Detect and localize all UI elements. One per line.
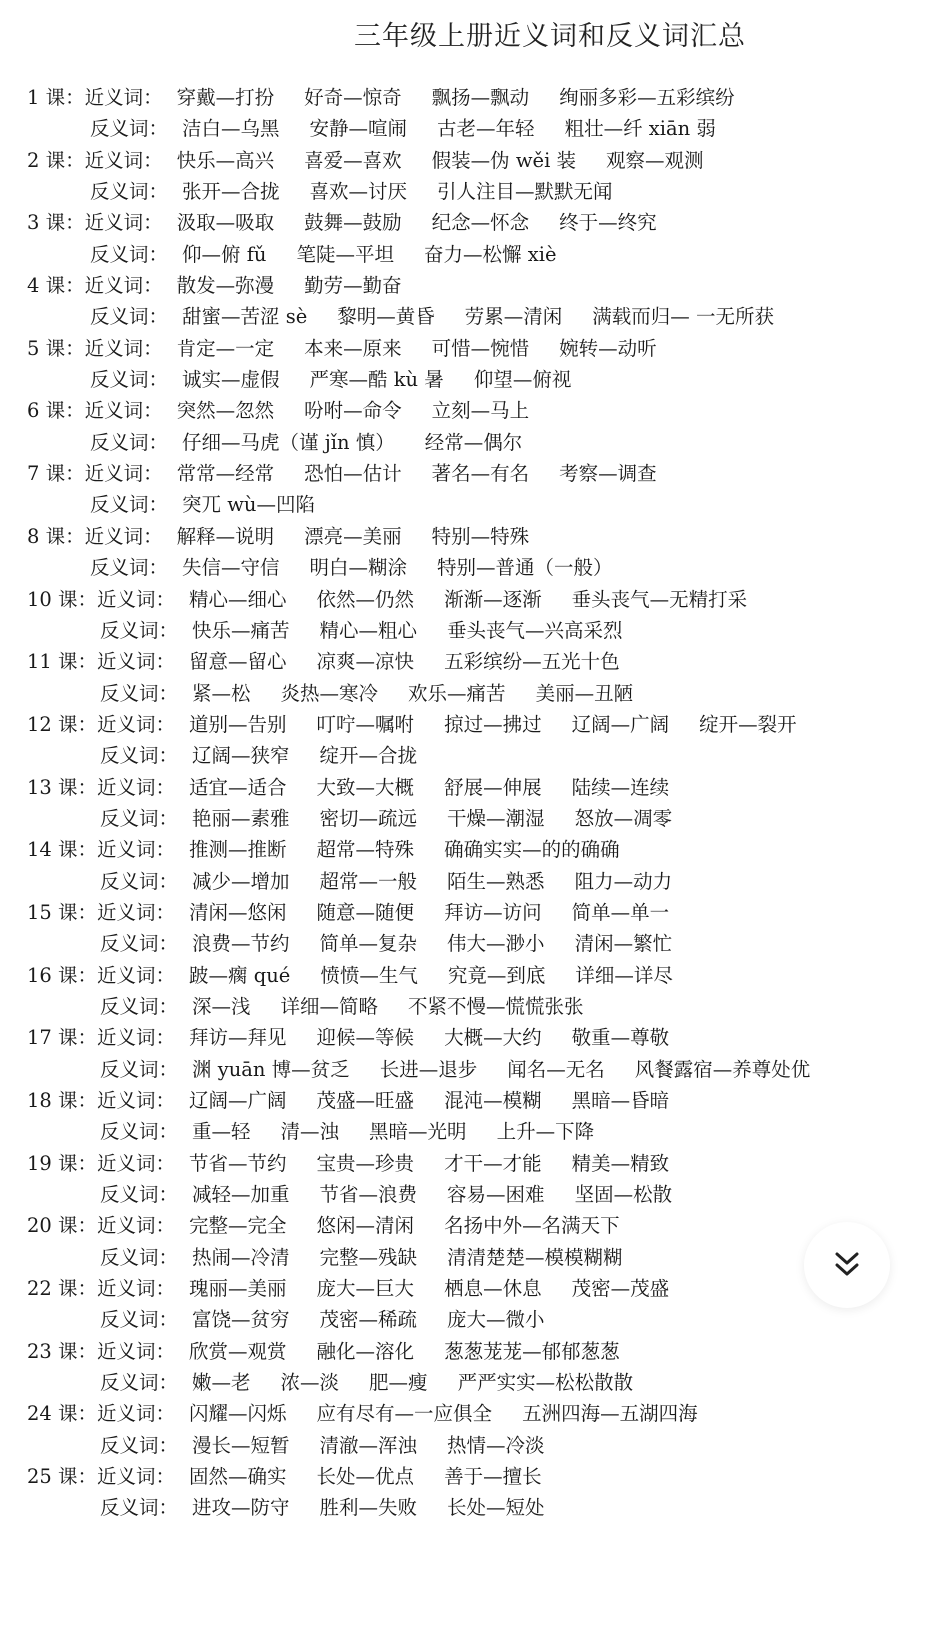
antonym-pair: 清澈—浑浊 [319,1433,418,1457]
synonym-pair: 飘扬—飘动 [431,86,530,109]
synonym-line [27,82,927,113]
double-chevron-down-icon [830,1248,864,1282]
antonym-pair: 减轻—加重 [192,1183,290,1207]
synonym-label: 近义词： [84,274,163,298]
lesson-number: 16 课： [27,963,98,987]
synonym-label: 近义词： [97,1277,176,1301]
antonym-pair: 劳累—清闲 [464,305,563,329]
antonym-label: 反义词： [100,744,179,768]
synonym-label: 近义词： [97,1402,176,1426]
scroll-down-button[interactable] [804,1222,890,1308]
antonym-pair: 容易—困难 [447,1183,545,1207]
synonym-pair: 著名—有名 [431,462,530,486]
lesson-number: 23 课： [27,1339,98,1363]
antonym-line [27,1242,927,1273]
antonym-pair: 绽开—合拢 [319,744,418,768]
synonym-pair: 好奇—惊奇 [304,86,402,109]
synonym-pair: 鼓舞—鼓励 [304,211,402,235]
antonym-pair: 渊 yuān 博—贫乏 [192,1057,350,1081]
synonym-pair: 适宜—适合 [189,775,287,799]
synonym-pair: 完整—完全 [189,1214,287,1238]
synonym-label: 近义词： [84,336,163,360]
antonym-label: 反义词： [90,117,169,141]
antonym-pair: 不紧不慢—慌慌张张 [408,994,584,1018]
lesson-number: 20 课： [27,1214,98,1238]
synonym-pair: 愤愤—生气 [320,963,418,987]
synonym-pair: 散发—弥漫 [176,274,275,298]
lesson-number: 19 课： [27,1151,98,1175]
antonym-pair: 浪费—节约 [192,932,290,956]
antonym-line [27,1116,927,1147]
synonym-pair: 五彩缤纷—五光十色 [444,650,620,674]
synonym-pair: 绽开—裂开 [699,712,797,736]
synonym-line [27,270,927,301]
antonym-pair: 古老—年轻 [437,117,535,141]
antonym-line [27,803,927,834]
synonym-pair: 混沌—模糊 [444,1089,542,1112]
synonym-pair: 拜访—拜见 [189,1026,287,1050]
synonym-pair: 考察—调查 [559,462,657,486]
antonym-line [27,113,927,144]
antonym-pair: 欢乐—痛苦 [408,681,506,705]
antonym-pair: 热闹—冷清 [192,1245,290,1269]
lesson-number: 5 课： [27,336,85,360]
antonym-line [27,552,927,583]
antonym-line [27,991,927,1022]
antonym-pair: 富饶—贫穷 [192,1308,290,1332]
synonym-label: 近义词： [84,211,163,235]
synonym-pair: 拜访—访问 [444,900,542,924]
synonym-line [27,1085,927,1116]
antonym-label: 反义词： [100,806,179,830]
antonym-line [27,364,927,395]
synonym-pair: 节省—节约 [189,1151,287,1175]
antonym-label: 反义词： [90,180,169,204]
antonym-pair: 减少—增加 [192,869,290,893]
synonym-pair: 道别—告别 [189,712,287,736]
synonym-pair: 可惜—惋惜 [431,336,530,360]
synonym-label: 近义词： [97,775,176,799]
synonym-line [27,1461,927,1492]
lesson-number: 4 课： [27,274,85,298]
synonym-pair: 简单—单一 [571,900,670,924]
synonym-pair: 敬重—尊敬 [571,1026,670,1050]
lesson-number: 22 课： [27,1277,98,1301]
synonym-pair: 漂亮—美丽 [304,524,402,548]
synonym-pair: 欣赏—观赏 [189,1339,287,1363]
synonym-pair: 应有尽有—一应俱全 [316,1402,493,1426]
synonym-pair: 快乐—高兴 [176,148,275,172]
antonym-pair: 密切—疏远 [319,806,418,830]
antonym-pair: 洁白—乌黑 [182,117,280,141]
synonym-line [27,960,927,991]
antonym-pair: 胜利—失败 [319,1496,418,1520]
synonym-pair: 大概—大约 [444,1026,542,1050]
antonym-pair: 特别—普通（一般） [437,556,613,580]
antonym-pair: 上升—下降 [496,1120,595,1144]
synonym-pair: 穿戴—打扮 [176,86,275,109]
lesson-number: 14 课： [27,838,98,862]
antonym-pair: 仔细—马虎（谨 jǐn 慎） [182,430,395,454]
synonym-pair: 闪耀—闪烁 [189,1402,287,1426]
synonym-pair: 叮咛—嘱咐 [316,712,415,736]
antonym-pair: 节省—浪费 [319,1183,418,1207]
antonym-pair: 深—浅 [192,994,251,1018]
antonym-label: 反义词： [100,618,179,642]
antonym-pair: 怒放—凋零 [574,806,673,830]
antonym-label: 反义词： [90,493,169,517]
synonym-line [27,333,927,364]
antonym-label: 反义词： [90,305,169,329]
antonym-line [27,1430,927,1461]
antonym-pair: 明白—糊涂 [309,556,408,580]
synonym-pair: 突然—忽然 [176,399,275,423]
synonym-pair: 葱葱茏茏—郁郁葱葱 [444,1339,620,1363]
synonym-line [27,207,927,238]
antonym-line [27,866,927,897]
antonym-pair: 张开—合拢 [182,180,280,204]
antonym-pair: 干燥—潮湿 [447,806,545,830]
antonym-pair: 满载而归— 一无所获 [592,305,774,329]
synonym-pair: 茂盛—旺盛 [316,1089,415,1112]
synonym-pair: 吩咐—命令 [304,399,402,423]
antonym-pair: 超常—一般 [319,869,418,893]
antonym-pair: 快乐—痛苦 [192,618,290,642]
lesson-number: 7 课： [27,462,85,486]
antonym-pair: 突兀 wù—凹陷 [182,493,315,517]
antonym-label: 反义词： [90,368,169,392]
synonym-label: 近义词： [97,650,176,674]
antonym-label: 反义词： [90,556,169,580]
synonym-label: 近义词： [97,838,176,862]
synonym-line [27,1273,927,1304]
synonym-pair: 栖息—休息 [444,1277,542,1301]
synonym-pair: 随意—随便 [316,900,415,924]
lesson-number: 11 课： [27,650,98,674]
antonym-pair: 严寒—酷 kù 暑 [309,368,444,392]
antonym-pair: 垂头丧气—兴高采烈 [447,618,623,642]
synonym-pair: 终于—终究 [559,211,657,235]
synonym-pair: 恐怕—估计 [304,462,402,486]
antonym-pair: 完整—残缺 [319,1245,418,1269]
synonym-pair: 名扬中外—名满天下 [444,1214,620,1238]
antonym-pair: 奋力—松懈 xiè [424,242,557,266]
antonym-label: 反义词： [100,869,179,893]
synonym-pair: 婉转—动听 [559,336,657,360]
synonym-pair: 宝贵—珍贵 [316,1151,415,1175]
antonym-pair: 炎热—寒冷 [280,681,379,705]
synonym-pair: 留意—留心 [189,650,287,674]
lesson-number: 8 课： [27,524,85,548]
synonym-pair: 特别—特殊 [431,524,530,548]
antonym-pair: 笔陡—平坦 [296,242,395,266]
synonym-label: 近义词： [97,900,176,924]
synonym-label: 近义词： [97,1214,176,1238]
antonym-label: 反义词： [100,1371,179,1395]
antonym-pair: 艳丽—素雅 [192,806,290,830]
antonym-pair: 引人注目—默默无闻 [437,180,613,204]
synonym-label: 近义词： [97,712,176,736]
lesson-number: 1 课： [27,86,85,109]
antonym-pair: 陌生—熟悉 [447,869,545,893]
antonym-pair: 甜蜜—苦涩 sè [182,305,308,329]
antonym-pair: 嫩—老 [192,1371,251,1395]
antonym-pair: 安静—喧闹 [309,117,408,141]
synonym-pair: 超常—特殊 [316,838,415,862]
antonym-pair: 美丽—丑陋 [535,681,634,705]
antonym-line [27,678,927,709]
antonym-pair: 伟大—渺小 [447,932,545,956]
antonym-line [27,1304,927,1335]
synonym-pair: 掠过—拂过 [444,712,542,736]
synonym-line [27,834,927,865]
lesson-number: 3 课： [27,211,85,235]
synonym-line [27,145,927,176]
synonym-pair: 汲取—吸取 [176,211,275,235]
lesson-number: 2 课： [27,148,85,172]
synonym-pair: 精美—精致 [571,1151,670,1175]
synonym-pair: 辽阔—广阔 [189,1089,287,1112]
synonym-line [27,395,927,426]
synonym-line [27,1148,927,1179]
antonym-pair: 肥—瘦 [369,1371,428,1395]
synonym-pair: 悠闲—清闲 [316,1214,415,1238]
antonym-pair: 清—浊 [280,1120,340,1144]
antonym-pair: 庞大—微小 [447,1308,545,1332]
antonym-pair: 严严实实—松松散散 [457,1371,634,1395]
synonym-label: 近义词： [97,587,176,611]
synonym-label: 近义词： [97,1026,176,1050]
antonym-pair: 仰望—俯视 [473,368,572,392]
antonym-pair: 黑暗—光明 [369,1120,467,1144]
synonym-label: 近义词： [97,1339,176,1363]
synonym-pair: 垂头丧气—无精打采 [571,587,748,611]
antonym-pair: 闻名—无名 [507,1057,605,1081]
lesson-number: 13 课： [27,775,98,799]
antonym-line [27,1179,927,1210]
synonym-pair: 渐渐—逐渐 [444,587,542,611]
synonym-pair: 本来—原来 [304,336,402,360]
synonym-pair: 跛—瘸 qué [189,963,291,987]
antonym-label: 反义词： [90,242,169,266]
antonym-pair: 喜欢—讨厌 [309,180,408,204]
antonym-line [27,176,927,207]
synonym-pair: 纪念—怀念 [431,211,530,235]
synonym-pair: 推测—推断 [189,838,287,862]
synonym-pair: 常常—经常 [176,462,275,486]
synonym-pair: 辽阔—广阔 [571,712,670,736]
synonym-pair: 大致—大概 [316,775,415,799]
antonym-line [27,489,927,520]
synonym-label: 近义词： [97,1465,176,1489]
antonym-label: 反义词： [100,1183,179,1207]
synonym-label: 近义词： [84,462,163,486]
synonym-pair: 假装—伪 wěi 装 [431,148,577,172]
synonym-pair: 瑰丽—美丽 [189,1277,287,1301]
antonym-line [27,615,927,646]
lesson-number: 12 课： [27,712,98,736]
synonym-label: 近义词： [84,86,163,109]
antonym-pair: 坚固—松散 [574,1183,673,1207]
synonym-pair: 究竟—到底 [447,963,546,987]
antonym-line [27,301,927,332]
antonym-pair: 黎明—黄昏 [337,305,435,329]
lesson-number: 15 课： [27,900,98,924]
antonym-line [27,1492,927,1523]
antonym-pair: 失信—守信 [182,556,280,580]
lesson-number: 6 课： [27,399,85,423]
synonym-pair: 勤劳—勤奋 [304,274,402,298]
antonym-pair: 热情—冷淡 [447,1433,545,1457]
antonym-label: 反义词： [100,1057,179,1081]
synonym-line [27,584,927,615]
antonym-line [27,427,927,458]
antonym-label: 反义词： [100,1308,179,1332]
synonym-pair: 肯定—一定 [176,336,275,360]
synonym-label: 近义词： [84,524,163,548]
antonym-label: 反义词： [100,1433,179,1457]
antonym-pair: 粗壮—纤 xiān 弱 [564,117,716,141]
antonym-label: 反义词： [100,1496,179,1520]
antonym-pair: 浓—淡 [280,1371,340,1395]
synonym-line [27,897,927,928]
synonym-line [27,709,927,740]
synonym-line [27,1336,927,1367]
antonym-pair: 经常—偶尔 [424,430,523,454]
page-title: 三年级上册近义词和反义词汇总 [354,21,746,52]
antonym-label: 反义词： [100,1120,179,1144]
antonym-pair: 诚实—虚假 [182,368,280,392]
antonym-line [27,740,927,771]
antonym-pair: 仰—俯 fǔ [182,242,267,266]
lesson-list [27,82,927,1524]
antonym-line [27,1054,927,1085]
synonym-pair: 精心—细心 [189,587,287,611]
antonym-pair: 茂密—稀疏 [319,1308,418,1332]
antonym-line [27,1367,927,1398]
antonym-label: 反义词： [100,994,179,1018]
synonym-pair: 绚丽多彩—五彩缤纷 [559,86,735,109]
antonym-pair: 辽阔—狭窄 [192,744,290,768]
synonym-pair: 立刻—马上 [431,399,530,423]
synonym-line [27,772,927,803]
synonym-pair: 观察—观测 [606,148,704,172]
antonym-pair: 详细—简略 [280,994,379,1018]
antonym-pair: 阻力—动力 [574,869,673,893]
synonym-label: 近义词： [97,963,176,987]
synonym-pair: 确确实实—的的确确 [444,838,620,862]
synonym-line [27,1210,927,1241]
antonym-label: 反义词： [100,1245,179,1269]
synonym-pair: 清闲—悠闲 [189,900,287,924]
antonym-pair: 重—轻 [192,1120,251,1144]
antonym-line [27,239,927,270]
synonym-label: 近义词： [84,148,163,172]
antonym-pair: 长进—退步 [379,1057,478,1081]
synonym-pair: 陆续—连续 [571,775,670,799]
lesson-number: 10 课： [27,587,98,611]
synonym-pair: 融化—溶化 [316,1339,415,1363]
antonym-label: 反义词： [100,681,179,705]
synonym-label: 近义词： [84,399,163,423]
synonym-pair: 庞大—巨大 [316,1277,415,1301]
synonym-line [27,646,927,677]
lesson-number: 17 课： [27,1026,98,1050]
antonym-pair: 漫长—短暂 [192,1433,290,1457]
synonym-label: 近义词： [97,1089,176,1112]
synonym-line [27,1022,927,1053]
antonym-label: 反义词： [100,932,179,956]
synonym-line [27,521,927,552]
synonym-pair: 迎候—等候 [316,1026,415,1050]
antonym-pair: 清清楚楚—模模糊糊 [447,1245,623,1269]
synonym-line [27,1398,927,1429]
synonym-pair: 黑暗—昏暗 [571,1089,670,1112]
synonym-pair: 凉爽—凉快 [316,650,415,674]
synonym-line [27,458,927,489]
synonym-pair: 依然—仍然 [316,587,415,611]
synonym-label: 近义词： [97,1151,176,1175]
synonym-pair: 详细—详尽 [575,963,673,987]
synonym-pair: 固然—确实 [189,1465,287,1489]
antonym-pair: 简单—复杂 [319,932,418,956]
synonym-pair: 茂密—茂盛 [571,1277,670,1301]
lesson-number: 24 课： [27,1402,98,1426]
antonym-pair: 紧—松 [192,681,251,705]
synonym-pair: 解释—说明 [176,524,275,548]
lesson-number: 25 课： [27,1465,98,1489]
antonym-pair: 清闲—繁忙 [574,932,673,956]
synonym-pair: 善于—擅长 [444,1465,542,1489]
antonym-line [27,928,927,959]
lesson-number: 18 课： [27,1089,98,1112]
synonym-pair: 才干—才能 [444,1151,542,1175]
synonym-pair: 喜爱—喜欢 [304,148,402,172]
antonym-pair: 长处—短处 [447,1496,545,1520]
antonym-pair: 风餐露宿—养尊处优 [634,1057,811,1081]
antonym-pair: 进攻—防守 [192,1496,290,1520]
antonym-pair: 精心—粗心 [319,618,418,642]
synonym-pair: 长处—优点 [316,1465,415,1489]
synonym-pair: 五洲四海—五湖四海 [522,1402,698,1426]
synonym-pair: 舒展—伸展 [444,775,542,799]
antonym-label: 反义词： [90,430,169,454]
